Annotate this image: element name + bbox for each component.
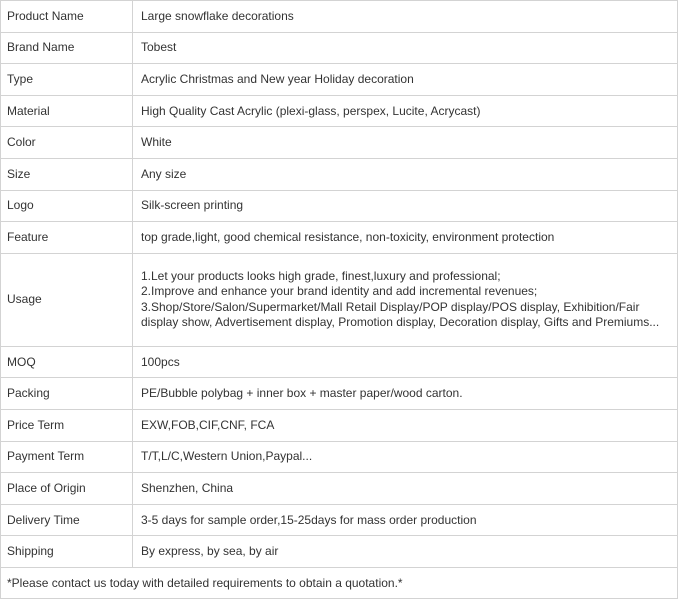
spec-label: Feature — [1, 222, 133, 254]
usage-line: 2.Improve and enhance your brand identity and add incremental revenues; — [141, 284, 538, 299]
quotation-note: *Please contact us today with detailed requirements to obtain a quotation.* — [1, 568, 678, 599]
spec-value: By express, by sea, by air — [133, 536, 678, 568]
spec-row-feature — [1, 222, 678, 254]
spec-row-delivery-time — [1, 504, 678, 536]
spec-value: T/T,L/C,Western Union,Paypal... — [133, 441, 678, 473]
spec-label: Shipping — [1, 536, 133, 568]
spec-label: Type — [1, 64, 133, 96]
spec-value: Tobest — [133, 32, 678, 64]
spec-label: Payment Term — [1, 441, 133, 473]
spec-label: Logo — [1, 190, 133, 222]
usage-value — [133, 253, 678, 346]
spec-row-usage — [1, 253, 678, 346]
spec-value: Shenzhen, China — [133, 473, 678, 505]
spec-row-shipping — [1, 536, 678, 568]
spec-label: Place of Origin — [1, 473, 133, 505]
spec-value: Acrylic Christmas and New year Holiday decoration — [133, 64, 678, 96]
spec-label: MOQ — [1, 346, 133, 378]
spec-row-packing — [1, 378, 678, 410]
spec-value: top grade,light, good chemical resistance, non-toxicity, environment protection — [133, 222, 678, 254]
spec-row-size — [1, 158, 678, 190]
spec-label: Usage — [1, 253, 133, 346]
spec-label: Product Name — [1, 1, 133, 33]
spec-label: Brand Name — [1, 32, 133, 64]
spec-row-moq — [1, 346, 678, 378]
spec-value: 100pcs — [133, 346, 678, 378]
spec-row-brand-name — [1, 32, 678, 64]
spec-label: Packing — [1, 378, 133, 410]
spec-label: Material — [1, 95, 133, 127]
spec-row-logo — [1, 190, 678, 222]
usage-line: display show, Advertisement display, Promotion display, Decoration display, Gifts and Premiums... — [141, 315, 660, 330]
spec-label: Color — [1, 127, 133, 159]
usage-line: 1.Let your products looks high grade, finest,luxury and professional; — [141, 268, 501, 283]
spec-value: Any size — [133, 158, 678, 190]
usage-line: 3.Shop/Store/Salon/Supermarket/Mall Retail Display/POP display/POS display, Exhibition/Fair — [141, 299, 640, 314]
spec-row-product-name — [1, 1, 678, 33]
spec-row-material — [1, 95, 678, 127]
spec-label: Size — [1, 158, 133, 190]
spec-value: Large snowflake decorations — [133, 1, 678, 33]
spec-row-color — [1, 127, 678, 159]
spec-label: Price Term — [1, 409, 133, 441]
spec-value: 3-5 days for sample order,15-25days for mass order production — [133, 504, 678, 536]
spec-row-price-term — [1, 409, 678, 441]
spec-value: PE/Bubble polybag + inner box + master paper/wood carton. — [133, 378, 678, 410]
spec-row-payment-term — [1, 441, 678, 473]
spec-value: Silk-screen printing — [133, 190, 678, 222]
spec-label: Delivery Time — [1, 504, 133, 536]
spec-value: White — [133, 127, 678, 159]
spec-row-place-of-origin — [1, 473, 678, 505]
spec-value: EXW,FOB,CIF,CNF, FCA — [133, 409, 678, 441]
spec-value: High Quality Cast Acrylic (plexi-glass, perspex, Lucite, Acrycast) — [133, 95, 678, 127]
quotation-note-row — [1, 568, 678, 599]
spec-row-type — [1, 64, 678, 96]
